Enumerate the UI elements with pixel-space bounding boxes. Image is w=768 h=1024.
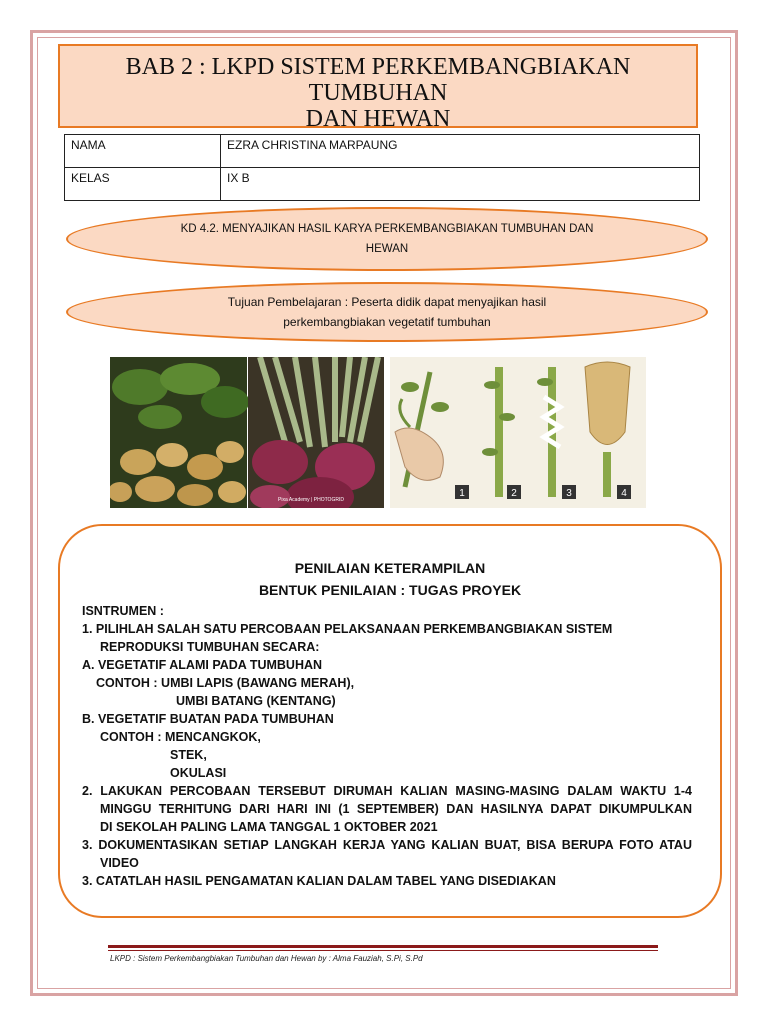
kd-line-1: KD 4.2. MENYAJIKAN HASIL KARYA PERKEMBANGBIAKAN TUMBUHAN DAN — [180, 223, 594, 235]
svg-text:2: 2 — [511, 488, 517, 499]
title-line-3: DAN HEWAN — [305, 106, 451, 128]
reproduction-photos — [110, 357, 646, 508]
instruction-4: 3. CATATLAH HASIL PENGAMATAN KALIAN DALAM TABEL YANG DISEDIAKAN — [82, 874, 556, 888]
onion-image — [248, 357, 384, 508]
instrument-label: ISNTRUMEN : — [82, 604, 164, 618]
option-a: A. VEGETATIF ALAMI PADA TUMBUHAN — [82, 658, 323, 672]
table-row — [65, 135, 700, 168]
identity-table — [64, 134, 700, 201]
svg-text:3: 3 — [566, 488, 572, 499]
instruction-2: 2. LAKUKAN PERCOBAAN TERSEBUT DIRUMAH KALIAN MASING-MASING DALAM WAKTU 1-4 — [82, 784, 692, 798]
assessment-box — [58, 524, 722, 918]
photo-credit: Pixa Academy | PHOTOGRID — [278, 497, 344, 503]
potato-image — [110, 357, 249, 508]
option-a-example-2: UMBI BATANG (KENTANG) — [176, 694, 336, 708]
option-a-example: CONTOH : UMBI LAPIS (BAWANG MERAH), — [96, 676, 355, 690]
assessment-type-heading: BENTUK PENILAIAN : TUGAS PROYEK — [258, 582, 522, 598]
option-b-example-3: OKULASI — [170, 766, 227, 780]
objective-ellipse — [66, 282, 708, 342]
kd-ellipse — [66, 207, 708, 271]
instruction-3: 3. DOKUMENTASIKAN SETIAP LANGKAH KERJA YANG KALIAN BUAT, BISA BERUPA FOTO ATAU — [82, 838, 692, 852]
table-row — [65, 168, 700, 201]
title-line-2: TUMBUHAN — [308, 80, 448, 106]
svg-text:1: 1 — [459, 488, 465, 499]
instruction-1-cont: REPRODUKSI TUMBUHAN SECARA: — [100, 640, 320, 654]
instruction-1: 1. PILIHLAH SALAH SATU PERCOBAAN PELAKSANAAN PERKEMBANGBIAKAN SISTEM — [82, 622, 613, 636]
grafting-steps-image — [390, 357, 646, 508]
class-value: IX B — [221, 168, 700, 201]
footer-divider-thin — [108, 950, 658, 951]
kd-line-2: HEWAN — [365, 243, 409, 255]
name-value: EZRA CHRISTINA MARPAUNG — [221, 135, 700, 168]
svg-text:4: 4 — [621, 488, 627, 499]
step-number-3 — [562, 485, 576, 499]
class-label: KELAS — [65, 168, 221, 201]
step-number-1 — [455, 485, 469, 499]
name-label: NAMA — [65, 135, 221, 168]
objective-line-1: Tujuan Pembelajaran : Peserta didik dapat menyajikan hasil — [227, 295, 547, 309]
footer-divider — [108, 945, 658, 948]
objective-line-2: perkembangbiakan vegetatif tumbuhan — [283, 315, 491, 329]
option-b-example-2: STEK, — [170, 748, 207, 762]
instruction-2-cont: MINGGU TERHITUNG DARI HARI INI (1 SEPTEMBER) DAN HASILNYA DAPAT DIKUMPULKAN — [100, 802, 692, 816]
title-line-1: BAB 2 : LKPD SISTEM PERKEMBANGBIAKAN — [125, 54, 631, 80]
instruction-2-cont-2: DI SEKOLAH PALING LAMA TANGGAL 1 OKTOBER 2021 — [100, 820, 438, 834]
option-b: B. VEGETATIF BUATAN PADA TUMBUHAN — [82, 712, 334, 726]
instruction-3-cont: VIDEO — [100, 856, 139, 870]
step-number-2 — [507, 485, 521, 499]
step-number-4 — [617, 485, 631, 499]
option-b-example: CONTOH : MENCANGKOK, — [100, 730, 261, 744]
footer-credit: LKPD : Sistem Perkembangbiakan Tumbuhan dan Hewan by : Alma Fauziah, S.Pi, S.Pd — [110, 954, 423, 963]
photo-strip — [110, 357, 646, 508]
assessment-heading: PENILAIAN KETERAMPILAN — [294, 560, 486, 576]
title-box — [58, 44, 698, 128]
